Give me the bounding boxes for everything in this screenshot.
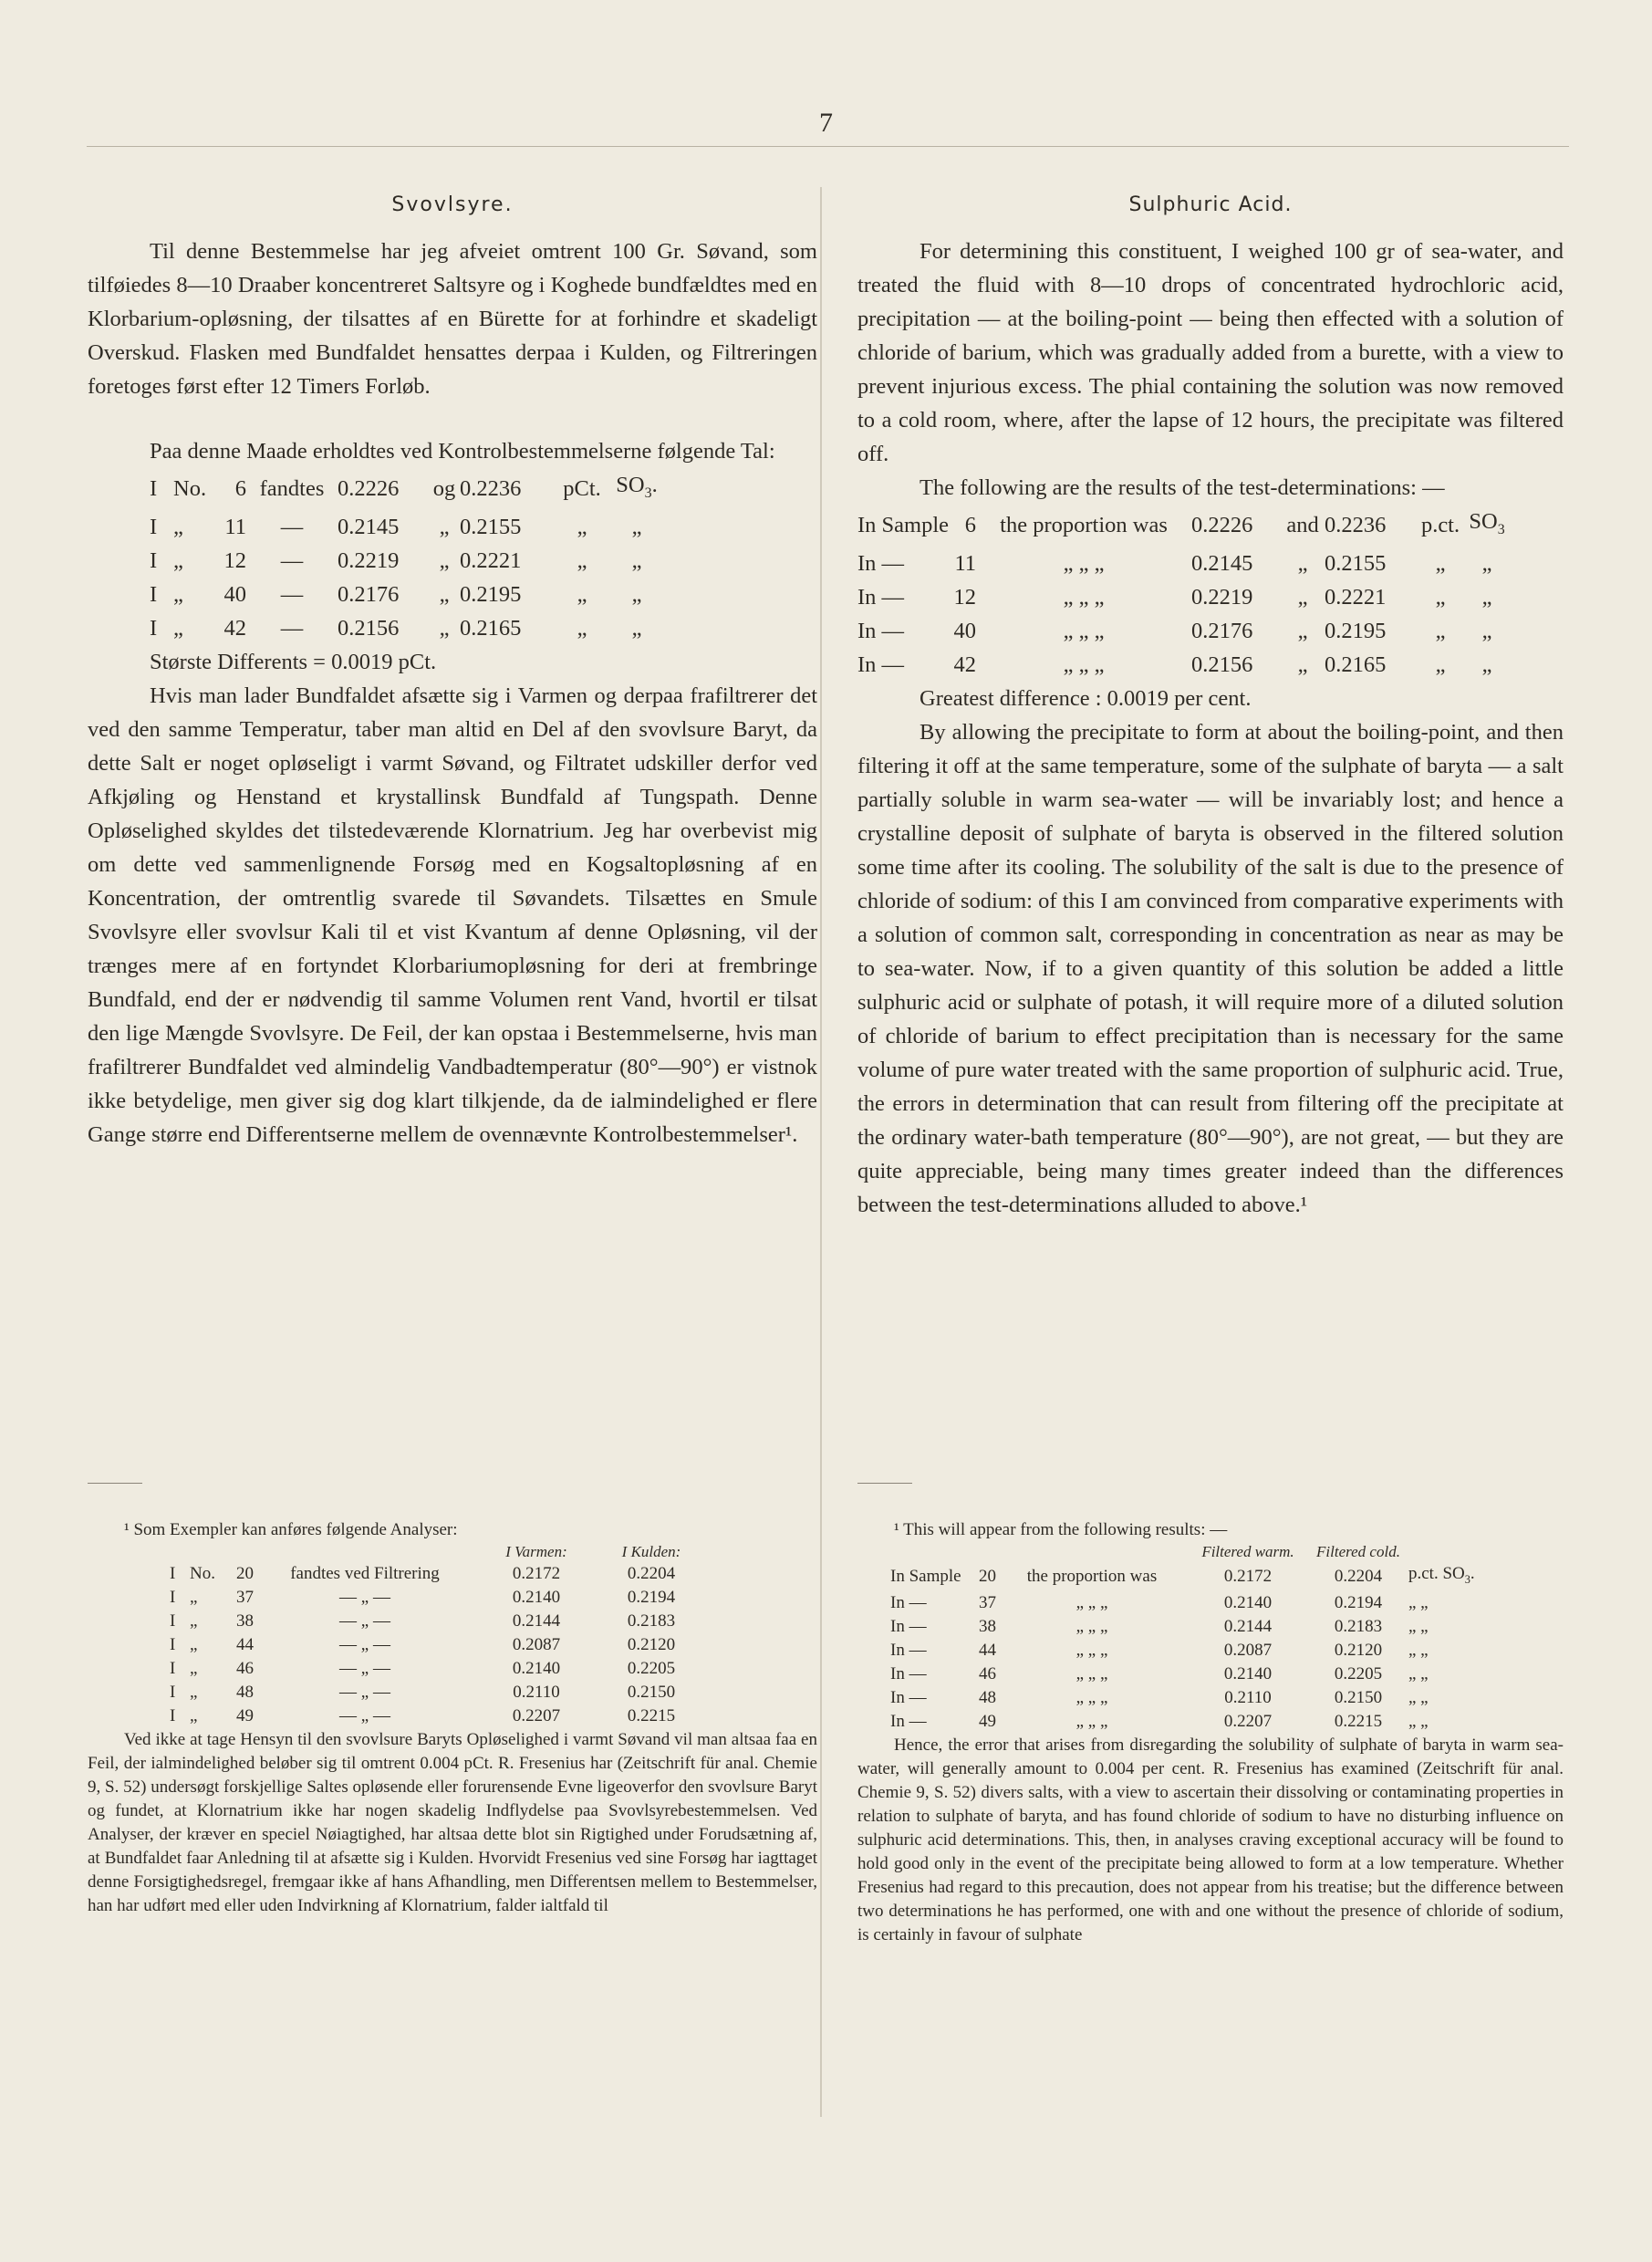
so3-label: p.ct. $SO_3$. bbox=[1408, 1564, 1475, 1586]
english-footnote bbox=[857, 1518, 1564, 1947]
table-row: I „ 40 — 0.2176 „ 0.2195 „ „ bbox=[150, 581, 642, 607]
danish-footnote-table bbox=[170, 1542, 706, 1728]
table-row: I No. 20 fandtes ved Filtrering 0.2172 0.2204 bbox=[170, 1564, 676, 1583]
english-paragraph-1: For determining this constituent, I weighed 100 gr of sea-water, and treated the fluid with 8—10 drops of concentrated hydrochloric acid, precipitation — at the boiling-point — being then effected with a solution of chloride of barium, which was gradually added from a burette, with a view to prevent injurious excess. The phial containing the solution was now removed to a cold room, where, after the lapse of 12 hours, the precipitate was filtered off. bbox=[857, 239, 1564, 466]
table-row: In — 46 „ „ „ 0.2140 0.2205 „ „ bbox=[890, 1663, 1429, 1683]
english-footnote-table bbox=[890, 1542, 1509, 1734]
danish-paragraph-2: Paa denne Maade erholdtes ved Kontrolbestemmelserne følgende Tal: bbox=[150, 439, 775, 464]
english-paragraph-3: By allowing the precipitate to form at about the boiling-point, and then filtering it off at the same temperature, some of the sulphate of baryta — a salt partially soluble in warm sea-water — will be invariably lost; and hence a crystalline deposit of sulphate of baryta is observed in the filtered solution some time after its cooling. The solubility of the salt is due to the presence of chloride of sodium: of this I am convinced from comparative experiments with a solution of common salt, corresponding in concentration as near as may be to sea-water. Now, if to a given quantity of this solution be added a little sulphuric acid or sulphate of potash, it will require more of a diluted solution of chloride of barium to effect precipitation than is necessary for the same volume of pure water treated with the same proportion of sulphuric acid. True, the errors in determination that can result from filtering off the precipitate at the ordinary water-bath temperature (80°—90°), are not great, — but they are quite appreciable, being many times greater indeed than the differences between the test-determinations alluded to above.¹ bbox=[857, 719, 1564, 1217]
danish-footnote bbox=[88, 1518, 817, 1918]
table-header-row: Filtered warm. Filtered cold. bbox=[1201, 1543, 1400, 1560]
footnote-rule-right bbox=[857, 1483, 912, 1484]
so3-label: $SO_3$. bbox=[616, 473, 658, 501]
footnote-intro: ¹ This will appear from the following results: — bbox=[894, 1520, 1228, 1539]
table-row: In — 38 „ „ „ 0.2144 0.2183 „ „ bbox=[890, 1616, 1429, 1636]
so3-label: $SO_3$ bbox=[1469, 509, 1505, 537]
table-row: In Sample 20 the proportion was 0.2172 0.2204 p.ct. $SO_3$. bbox=[890, 1564, 1475, 1586]
table-row: I „ 12 — 0.2219 „ 0.2221 „ „ bbox=[150, 547, 642, 573]
table-row: I „ 38 — „ — 0.2144 0.2183 bbox=[170, 1611, 676, 1631]
table-row: In — 11 „ „ „ 0.2145 „ 0.2155 „ „ bbox=[857, 550, 1492, 576]
table-header-row: I Varmen: I Kulden: bbox=[505, 1543, 681, 1560]
english-footnote-text: Hence, the error that arises from disregarding the solubility of sulphate of baryta in warm sea-water, will generally amount to 0.004 per cent. R. Fresenius has examined (Zeitschrift für anal. Chemie 9, S. 52) divers salts, with a view to ascertain their dissolving or contaminating properties in relation to sulphate of baryta, and has found chloride of sodium to have no disturbing influence on sulphuric acid determinations. This, then, in analyses craving exceptional accuracy will be found to hold good only in the event of the precipitate being allowed to form at a low temperature. Whether Fresenius had regard to this precaution, does not appear from his treatise; but the difference between two determinations he has performed, one with and one without the presence of chloride of sodium, is certainly in favour of sulphate bbox=[857, 1735, 1564, 1944]
table-row: In — 44 „ „ „ 0.2087 0.2120 „ „ bbox=[890, 1640, 1429, 1660]
english-control-table bbox=[857, 505, 1505, 682]
danish-summary: Største Differents = 0.0019 pCt. bbox=[150, 649, 437, 674]
english-column bbox=[857, 182, 1564, 1222]
table-row: In — 49 „ „ „ 0.2207 0.2215 „ „ bbox=[890, 1711, 1429, 1731]
header-rule bbox=[87, 146, 1569, 147]
danish-paragraph-3: Hvis man lader Bundfaldet afsætte sig i Varmen og derpaa frafiltrerer det ved den samme Temperatur, taber man altid en Del af den svovlsure Baryt, da dette Salt er noget opløseligt i varmt Søvand, og Filtratet udskiller derfor ved Afkjøling og Henstand et krystallinsk Bundfald af Tungspath. Denne Opløselighed skyldes det tilstedeværende Klornatrium. Jeg har overbevist mig om dette ved sammenlignende Forsøg med en Kogsaltopløsning af en Koncentration, der omtrentlig svarede til Søvandets. Tilsættes en Smule Svovlsyre eller svovlsur Kali til et vist Kvantum af denne Opløsning, vil der trænges mere af en fortyndet Klorbariumopløsning for deri at frembringe Bundfald, end der er nødvendig til samme Volumen rent Vand, hvortil er tilsat den lige Mængde Svovlsyre. De Feil, der kan opstaa i Bestemmelserne, hvis man frafiltrerer Bundfaldet ved almindelig Vandbadtemperatur (80°—90°) er vistnok ikke betydelige, men giver sig dog klart tilkjende, da de ialmindelighed er flere Gange større end Differentserne mellem de ovennævnte Kontrolbestemmelser¹. bbox=[88, 683, 817, 1147]
danish-footnote-text: Ved ikke at tage Hensyn til den svovlsure Baryts Opløselighed i varmt Søvand vil man altsaa faa en Feil, der ialmindelighed beløber sig til omtrent 0.004 pCt. R. Fresenius har (Zeitschrift für anal. Chemie 9, S. 52) undersøgt forskjellige Saltes opløsende eller forurensende Evne ligeoverfor den svovlsure Baryt og fundet, at Klornatrium ikke har nogen skadelig Indflydelse paa Svovlsyrebestemmelsen. Ved Analyser, der kræver en speciel Nøiagtighed, har altsaa dette blot sin Rigtighed under Forudsætning af, at Bundfaldet faar Anledning til at afsætte sig i Kulden. Hvorvidt Fresenius ved sine Forsøg har iagttaget denne Forsigtighedsregel, fremgaar ikke af hans Afhandling, men Differentsen mellem to Bestemmelser, han har udført med eller uden Indvirkning af Klornatrium, falder ialtfald til bbox=[88, 1730, 817, 1915]
table-row: In — 42 „ „ „ 0.2156 „ 0.2165 „ „ bbox=[857, 651, 1492, 677]
danish-paragraph-1: Til denne Bestemmelse har jeg afveiet omtrent 100 Gr. Søvand, som tilføiedes 8—10 Draaber koncentreret Saltsyre og i Koghede bundfældtes med en Klorbarium-opløsning, der tilsattes af en Bürette for at forhindre et skadeligt Overskud. Flasken med Bundfaldet hensattes derpaa i Kulden, og Filtreringen foretoges først efter 12 Timers Forløb. bbox=[88, 239, 817, 399]
table-row: I „ 42 — 0.2156 „ 0.2165 „ „ bbox=[150, 615, 642, 641]
table-row: I „ 49 — „ — 0.2207 0.2215 bbox=[170, 1706, 676, 1725]
table-row: I „ 11 — 0.2145 „ 0.2155 „ „ bbox=[150, 514, 642, 539]
danish-control-table bbox=[150, 468, 664, 645]
english-summary: Greatest difference : 0.0019 per cent. bbox=[920, 685, 1252, 711]
table-row: I „ 44 — „ — 0.2087 0.2120 bbox=[170, 1635, 676, 1654]
english-paragraph-2: The following are the results of the test-determinations: — bbox=[920, 475, 1445, 500]
table-row: In — 12 „ „ „ 0.2219 „ 0.2221 „ „ bbox=[857, 584, 1492, 610]
english-heading: Sulphuric Acid. bbox=[1128, 193, 1293, 216]
footnote-intro: ¹ Som Exempler kan anføres følgende Analyser: bbox=[124, 1520, 458, 1539]
table-row: In — 40 „ „ „ 0.2176 „ 0.2195 „ „ bbox=[857, 618, 1492, 643]
danish-heading: Svovlsyre. bbox=[391, 193, 514, 216]
column-divider bbox=[820, 187, 822, 2117]
table-row: In — 37 „ „ „ 0.2140 0.2194 „ „ bbox=[890, 1592, 1429, 1612]
page-number: 7 bbox=[819, 108, 833, 138]
footnote-rule-left bbox=[88, 1483, 142, 1484]
table-row: In — 48 „ „ „ 0.2110 0.2150 „ „ bbox=[890, 1687, 1429, 1707]
table-row: I „ 46 — „ — 0.2140 0.2205 bbox=[170, 1659, 676, 1678]
table-row: I No. 6 fandtes 0.2226 og 0.2236 pCt. $SO_3$. bbox=[150, 473, 658, 502]
danish-column bbox=[88, 182, 817, 1152]
table-row: In Sample 6 the proportion was 0.2226 and 0.2236 p.ct. $SO_3$ bbox=[857, 509, 1505, 538]
table-row: I „ 48 — „ — 0.2110 0.2150 bbox=[170, 1683, 676, 1702]
table-row: I „ 37 — „ — 0.2140 0.2194 bbox=[170, 1588, 676, 1607]
